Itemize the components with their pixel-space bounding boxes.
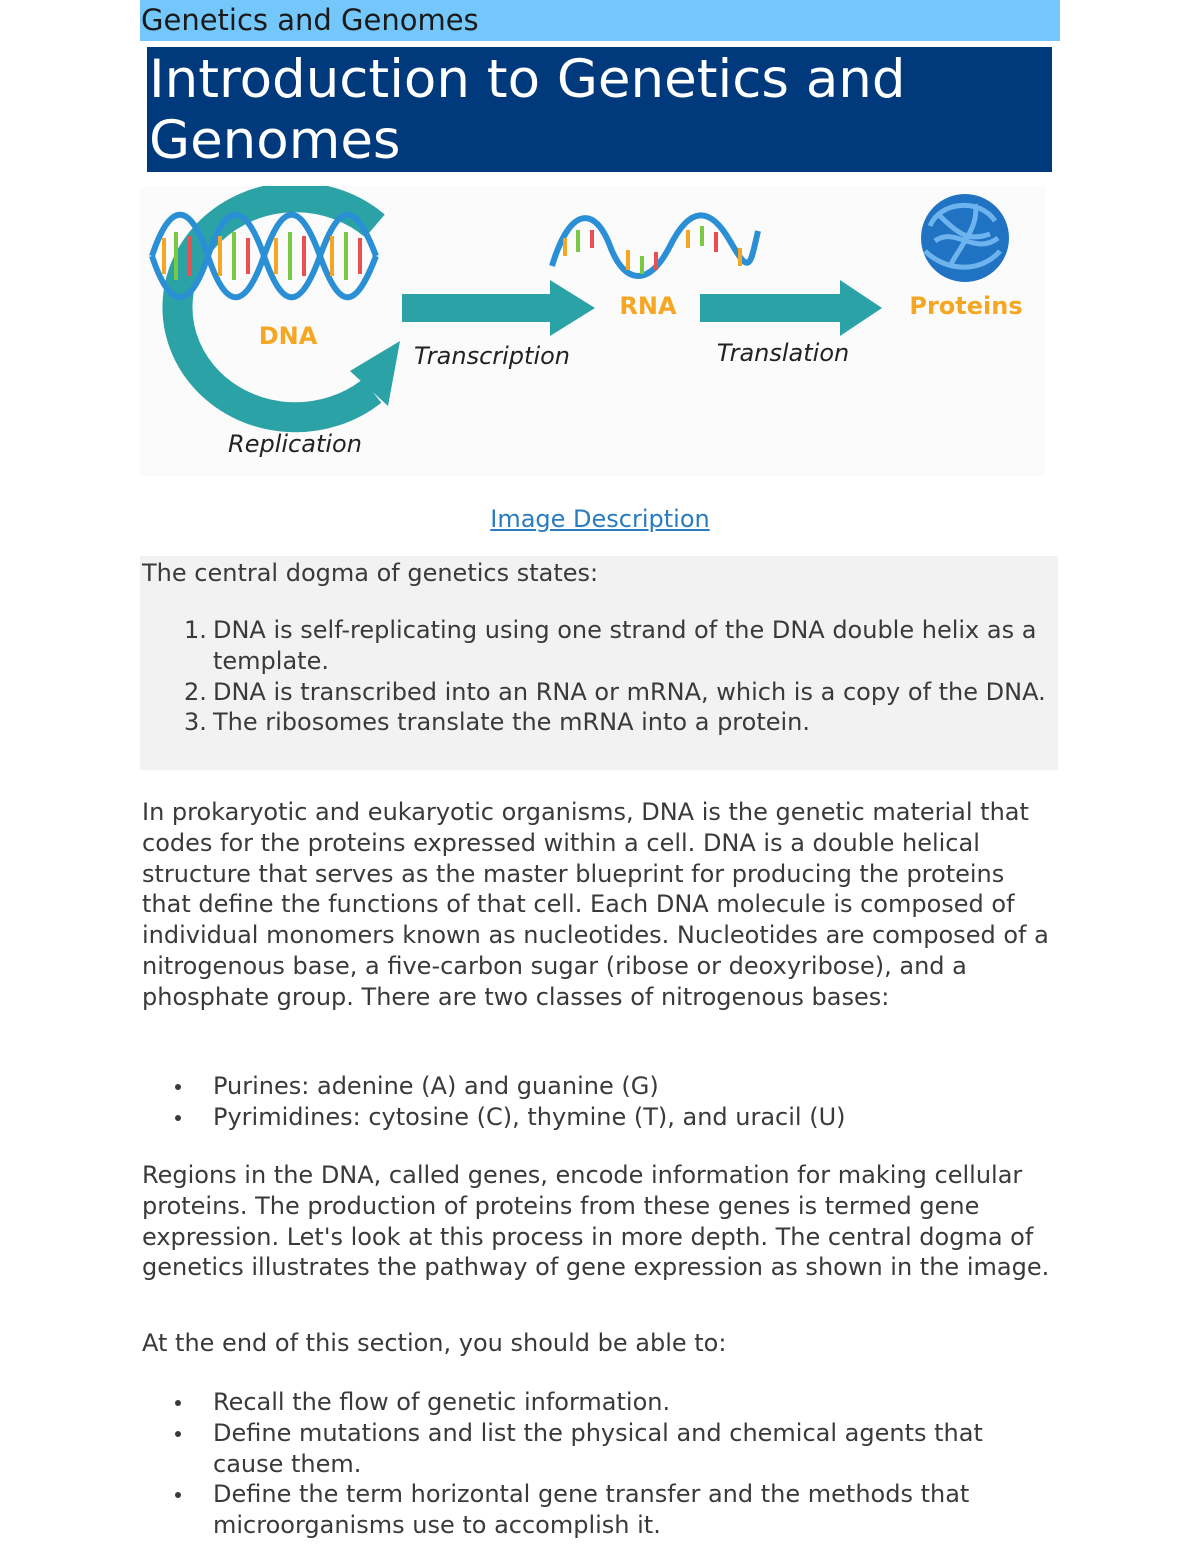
objectives-list [172,1387,1060,1541]
dogma-list-number: 1. [184,616,207,644]
rna-label: RNA [619,292,677,320]
paragraph-gene-expression: Regions in the DNA, called genes, encode information for making cellular proteins. The production of proteins from these genes is termed gene expression. Let's look at this process in more depth. The central dogma of genetics illustrates the pathway of gene expression as shown in the image. [142,1161,1050,1282]
dogma-list-number: 2. [184,677,207,706]
list-item-text: Define mutations and list the physical and chemical agents that cause them. [213,1418,983,1478]
bullet-icon [175,1115,181,1121]
dogma-list-item [184,677,1060,708]
list-item [172,1071,1060,1102]
section-title: Introduction to Genetics and Genomes [149,49,906,171]
dogma-list-number: 3. [184,708,207,737]
proteins-label: Proteins [909,292,1023,320]
dogma-list-text: The ribosomes translate the mRNA into a protein. [213,708,811,737]
dogma-list-text: DNA is transcribed into an RNA or mRNA, which is a copy of the DNA. [213,677,1046,706]
bullet-icon [175,1084,181,1090]
dna-label: DNA [258,322,318,350]
translation-label: Translation [716,339,850,367]
list-item-text: Purines: adenine (A) and guanine (G) [213,1072,659,1100]
list-item [172,1102,1060,1133]
objectives-intro: At the end of this section, you should be able to: [142,1329,727,1357]
dogma-list-item [184,615,1060,677]
header-bar [140,0,1060,41]
header-title: Genetics and Genomes [141,3,479,37]
transcription-label: Transcription [413,342,571,370]
paragraph-nucleotides: In prokaryotic and eukaryotic organisms, DNA is the genetic material that codes for the proteins expressed within a cell. DNA is a double helical structure that serves as the master blueprint for producing the proteins that define the functions of that cell. Each DNA molecule is composed of individual monomers known as nucleotides. Nucleotides are composed of a nitrogenous base, a five-carbon sugar (ribose or deoxyribose), and a phosphate group. There are two classes of nitrogenous bases: [142,798,1049,1011]
bullet-icon [175,1492,181,1498]
dogma-intro: The central dogma of genetics states: [142,559,599,587]
bases-list [172,1071,1060,1133]
list-item [172,1387,1060,1418]
bullet-icon [175,1431,181,1437]
image-description-link[interactable]: Image Description [490,505,710,533]
dogma-list-item [184,707,1060,738]
replication-label: Replication [228,430,362,458]
list-item [172,1479,1060,1541]
protein-icon [921,194,1009,282]
list-item-text: Recall the flow of genetic information. [213,1388,671,1416]
dogma-list [184,615,1060,738]
section-title-box [147,47,1052,172]
list-item-text: Pyrimidines: cytosine (C), thymine (T), and uracil (U) [213,1102,846,1131]
central-dogma-figure [140,186,1045,476]
dogma-list-text: DNA is self-replicating using one strand of the DNA double helix as a template. [213,616,1037,675]
list-item-text: Define the term horizontal gene transfer and the methods that microorganisms use to accomplish it. [213,1480,970,1540]
bullet-icon [175,1400,181,1406]
list-item [172,1418,1060,1480]
